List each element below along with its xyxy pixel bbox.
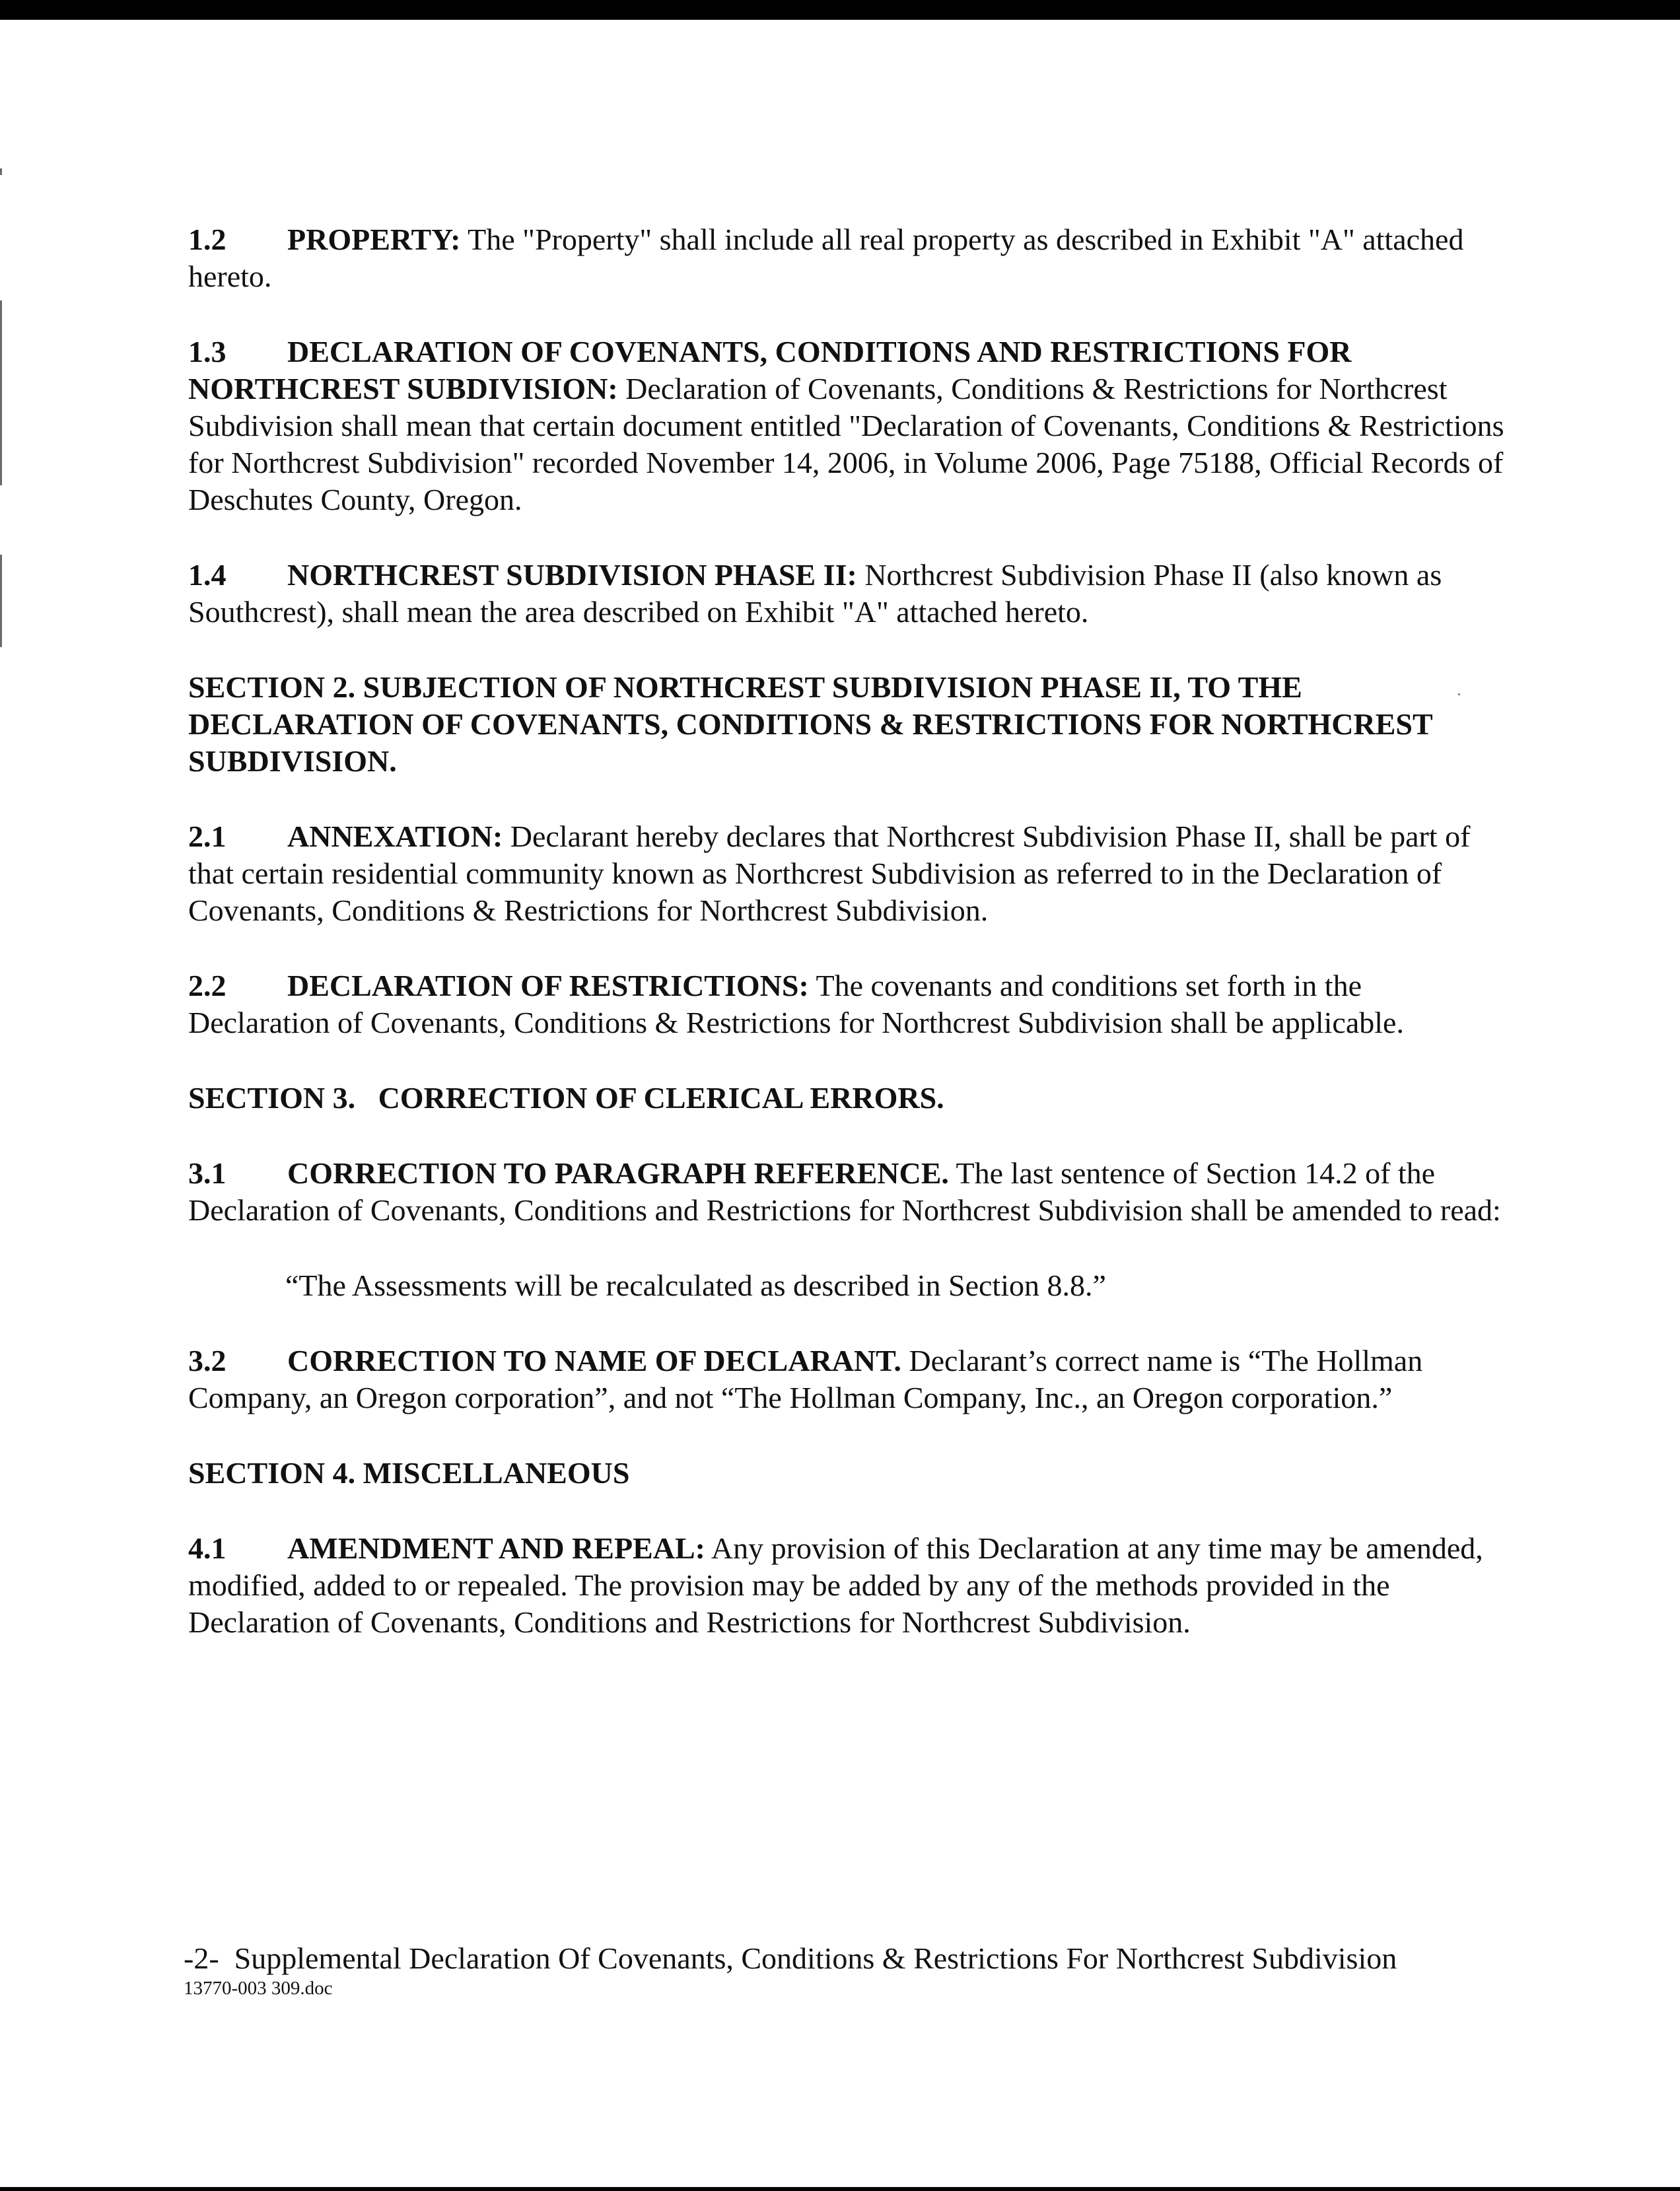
section-4-heading: SECTION 4. MISCELLANEOUS — [188, 1456, 630, 1490]
paragraph-text: Declaration of Covenants, Conditions & Restrictions for Northcrest Subdivision shall mean that certain document entitled "Declaration of Covenants, Conditions & Restrictions for Northcrest Subdivision" recorded November 14, 2006, in Volume 2006, Page 75188, Official Records of Deschutes County, Oregon. — [188, 372, 1504, 516]
paragraph-text: The last sentence of Section 14.2 of the Declaration of Covenants, Conditions and Restrictions for Northcrest Subdivision shall be amended to read: — [188, 1156, 1501, 1227]
scan-edge-mark — [0, 168, 2, 175]
page-footer — [184, 1940, 1570, 2000]
paragraph-3-2 — [188, 1342, 1509, 1416]
paragraph-number: 2.2 — [188, 969, 227, 1002]
paragraph-heading: AMENDMENT AND REPEAL: — [287, 1531, 705, 1565]
paragraph-2-2 — [188, 967, 1509, 1041]
paragraph-3-1 — [188, 1155, 1509, 1229]
scan-edge-mark — [0, 300, 2, 485]
paragraph-1-3 — [188, 333, 1509, 518]
footer-title: Supplemental Declaration Of Covenants, Conditions & Restrictions For Northcrest Subdivision — [234, 1941, 1397, 1975]
paragraph-text: The "Property" shall include all real property as described in Exhibit "A" attached hereto. — [188, 223, 1464, 293]
paragraph-number: 1.2 — [188, 223, 227, 256]
section-2-heading: SECTION 2. SUBJECTION OF NORTHCREST SUBDIVISION PHASE II, TO THE DECLARATION OF COVENANTS, CONDITIONS & RESTRICTIONS FOR NORTHCREST SUBDIVISION. — [188, 670, 1432, 778]
document-body — [188, 221, 1509, 1679]
paragraph-heading: ANNEXATION: — [287, 819, 503, 853]
paragraph-number: 3.2 — [188, 1344, 227, 1377]
paragraph-number: 4.1 — [188, 1531, 227, 1565]
paragraph-heading: CORRECTION TO NAME OF DECLARANT. — [287, 1344, 901, 1377]
document-number: 13770-003 309.doc — [184, 1978, 333, 1999]
amended-sentence-quote: “The Assessments will be recalculated as described in Section 8.8.” — [285, 1269, 1106, 1302]
paragraph-heading: PROPERTY: — [287, 223, 461, 256]
section-3-heading: SECTION 3. CORRECTION OF CLERICAL ERRORS. — [188, 1081, 944, 1115]
scan-edge-mark — [0, 555, 2, 647]
paragraph-1-4 — [188, 557, 1509, 631]
paragraph-text: Declarant hereby declares that Northcrest Subdivision Phase II, shall be part of that certain residential community known as Northcrest Subdivision as referred to in the Declaration of Covenants, Conditions & Restrictions for Northcrest Subdivision. — [188, 819, 1471, 927]
paragraph-4-1 — [188, 1530, 1509, 1641]
paragraph-1-2 — [188, 221, 1509, 295]
paragraph-number: 3.1 — [188, 1156, 227, 1190]
paragraph-text: Northcrest Subdivision Phase II (also known as Southcrest), shall mean the area described on Exhibit "A" attached hereto. — [188, 558, 1442, 629]
footer-line — [184, 1940, 1570, 1977]
paragraph-heading: DECLARATION OF RESTRICTIONS: — [287, 969, 809, 1002]
page-number: -2- — [184, 1941, 219, 1975]
paragraph-number: 1.4 — [188, 558, 227, 592]
paragraph-heading: NORTHCREST SUBDIVISION PHASE II: — [287, 558, 857, 592]
paragraph-text: The covenants and conditions set forth in the Declaration of Covenants, Conditions & Restrictions for Northcrest Subdivision shall be applicable. — [188, 969, 1404, 1039]
paragraph-heading: CORRECTION TO PARAGRAPH REFERENCE. — [287, 1156, 949, 1190]
paragraph-number: 1.3 — [188, 335, 227, 368]
paragraph-number: 2.1 — [188, 819, 227, 853]
scan-bottom-border — [0, 2187, 1680, 2191]
paragraph-text: Declarant’s correct name is “The Hollman Company, an Oregon corporation”, and not “The Hollman Company, Inc., an Oregon corporation.” — [188, 1344, 1423, 1414]
paragraph-heading: DECLARATION OF COVENANTS, CONDITIONS AND RESTRICTIONS FOR NORTHCREST SUBDIVISION: — [188, 335, 1352, 405]
scan-top-border — [0, 0, 1680, 20]
paragraph-2-1 — [188, 818, 1509, 929]
paragraph-text: Any provision of this Declaration at any time may be amended, modified, added to or repealed. The provision may be added by any of the methods provided in the Declaration of Covenants, Conditions and Restrictions for Northcrest Subdivision. — [188, 1531, 1483, 1639]
